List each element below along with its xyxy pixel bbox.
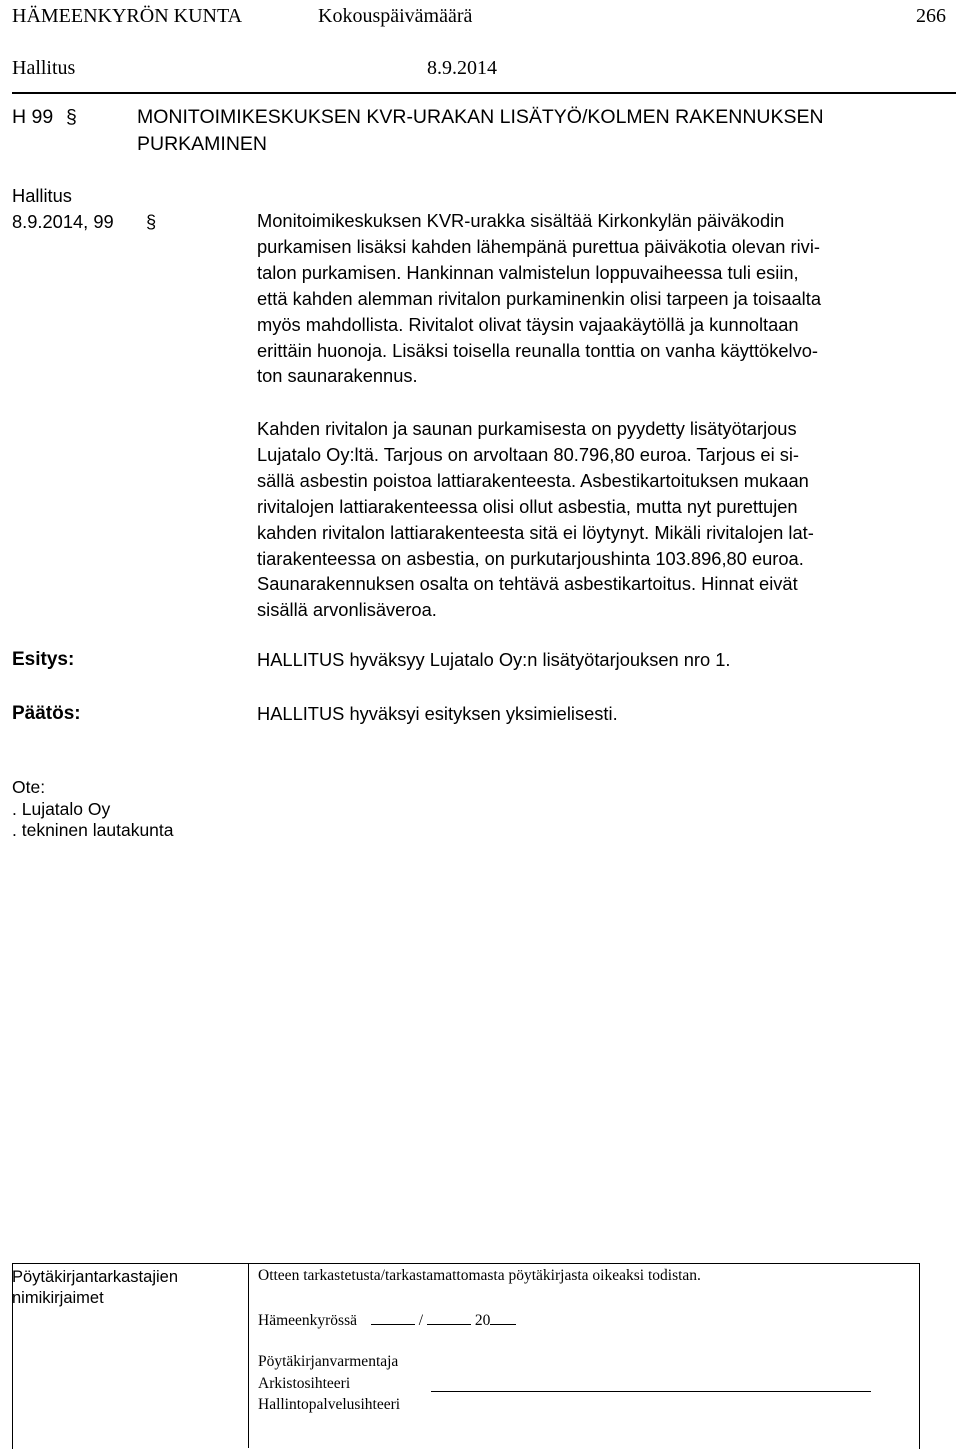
decision-label: Päätös:	[12, 703, 81, 724]
footer-slash: /	[418, 1312, 424, 1329]
extract-block	[12, 777, 174, 842]
preparation-section-sign: §	[146, 211, 157, 232]
date-month-blank	[427, 1310, 471, 1325]
paragraph-line: kahden rivitalon lattiarakenteesta sitä ei löytynyt. Mikäli rivitalojen lat-	[257, 521, 814, 543]
proposal-text: HALLITUS hyväksyy Lujatalo Oy:n lisätyötarjouksen nro 1.	[257, 649, 731, 670]
footer-signer-2: Arkistosihteeri	[258, 1375, 351, 1392]
paragraph-line: tiarakenteessa on asbestia, on purkutarjoushinta 103.896,80 euroa.	[257, 547, 804, 569]
paragraph-line: Monitoimikeskuksen KVR-urakka sisältää Kirkonkylän päiväkodin	[257, 210, 785, 231]
paragraph-line: myös mahdollista. Rivitalot olivat täysin vajaakäytöllä ja kunnoltaan	[257, 313, 799, 335]
header-divider	[12, 92, 956, 94]
date-day-blank	[371, 1310, 415, 1325]
paragraph-line: erittäin huonoja. Lisäksi toisella reunalla tonttia on vanha käyttökelvo-	[257, 339, 818, 361]
footer-place: Hämeenkyrössä	[258, 1312, 357, 1329]
paragraph-2	[257, 416, 814, 623]
header-date: 8.9.2014	[427, 57, 497, 79]
paragraph-line: Saunarakennuksen osalta on tehtävä asbestikartoitus. Hinnat eivät	[257, 573, 798, 595]
item-title-line-2: PURKAMINEN	[137, 133, 268, 155]
footer-signer-3: Hallintopalvelusihteeri	[258, 1396, 401, 1413]
header-body: Hallitus	[12, 57, 76, 79]
footer-inspectors-line-1: Pöytäkirjantarkastajien	[12, 1268, 178, 1286]
extract-recipient: . tekninen lautakunta	[12, 820, 174, 840]
footer-place-date	[258, 1310, 516, 1330]
footer-divider	[248, 1263, 249, 1448]
signature-line	[431, 1391, 871, 1392]
paragraph-line: Kahden rivitalon ja saunan purkamisesta on pyydetty lisätyötarjous	[257, 418, 797, 439]
page-number: 266	[916, 5, 946, 27]
preparation-reference: 8.9.2014, 99	[12, 211, 114, 232]
decision-text: HALLITUS hyväksyi esityksen yksimielisesti.	[257, 703, 618, 724]
paragraph-line: sisällä arvonlisäveroa.	[257, 599, 437, 621]
section-sign: §	[66, 106, 77, 128]
footer-inspectors	[12, 1267, 178, 1309]
item-number: H 99	[12, 106, 54, 128]
paragraph-line: että kahden alemman rivitalon purkaminenkin olisi tarpeen ja toisaalta	[257, 287, 821, 309]
footer-signer-1: Pöytäkirjanvarmentaja	[258, 1353, 399, 1370]
document-type: Kokouspäivämäärä	[318, 5, 473, 27]
item-title-line-1: MONITOIMIKESKUKSEN KVR-URAKAN LISÄTYÖ/KOLMEN RAKENNUKSEN	[137, 106, 824, 128]
paragraph-line: purkamisen lisäksi kahden lähempänä purettua päiväkotia olevan rivi-	[257, 235, 820, 257]
date-year-blank	[490, 1310, 516, 1325]
extract-recipient: . Lujatalo Oy	[12, 798, 111, 819]
paragraph-line: rivitalojen lattiarakenteessa olisi ollut asbestia, mutta nyt purettujen	[257, 495, 798, 517]
footer-inspectors-line-2: nimikirjaimet	[12, 1289, 104, 1307]
municipality-name: HÄMEENKYRÖN KUNTA	[12, 5, 243, 27]
preparation-body: Hallitus	[12, 185, 72, 206]
footer-certification: Otteen tarkastetusta/tarkastamattomasta pöytäkirjasta oikeaksi todistan.	[258, 1267, 701, 1284]
paragraph-line: ton saunarakennus.	[257, 365, 418, 387]
footer-year-prefix: 20	[474, 1312, 491, 1329]
proposal-label: Esitys:	[12, 649, 75, 670]
paragraph-line: talon purkamisen. Hankinnan valmistelun loppuvaiheessa tuli esiin,	[257, 261, 799, 283]
paragraph-1	[257, 208, 821, 389]
paragraph-line: sällä asbestin poistoa lattiarakenteesta. Asbestikartoituksen mukaan	[257, 469, 809, 491]
paragraph-line: Lujatalo Oy:ltä. Tarjous on arvoltaan 80.796,80 euroa. Tarjous ei si-	[257, 443, 799, 465]
extract-label: Ote:	[12, 777, 46, 797]
